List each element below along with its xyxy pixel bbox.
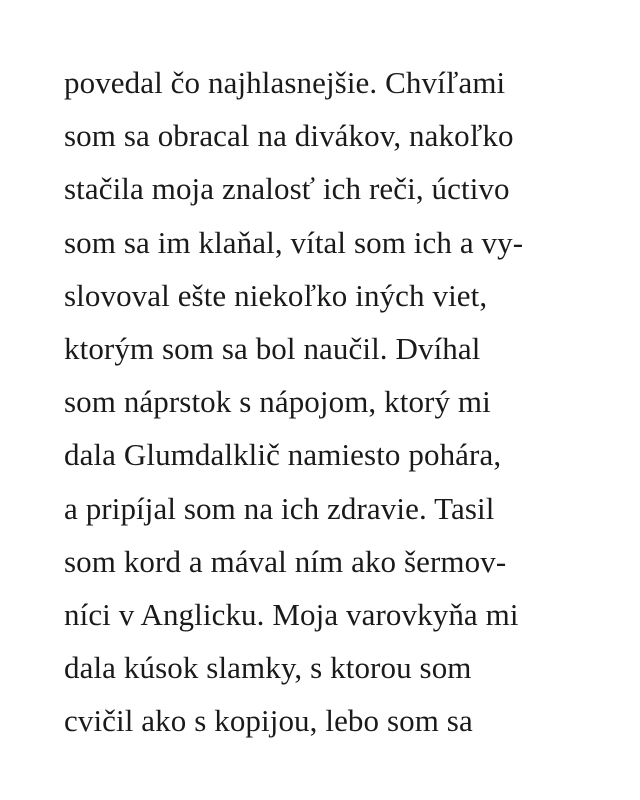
text-line-8: dala Glumdalklič namiesto pohára, <box>64 437 502 473</box>
text-line-2: som sa obracal na divákov, nakoľko <box>64 118 514 154</box>
text-line-6: ktorým som sa bol naučil. Dvíhal <box>64 330 481 366</box>
text-line-12: dala kúsok slamky, s ktorou som <box>64 650 472 686</box>
body-text <box>64 56 584 747</box>
text-line-7: som náprstok s nápojom, ktorý mi <box>64 384 491 420</box>
text-line-9: a pripíjal som na ich zdravie. Tasil <box>64 490 495 526</box>
text-line-4: som sa im klaňal, vítal som ich a vy- <box>64 224 524 260</box>
text-line-11: níci v Anglicku. Moja varovkyňa mi <box>64 596 519 632</box>
text-line-3: stačila moja znalosť ich reči, úctivo <box>64 171 510 207</box>
text-line-13: cvičil ako s kopijou, lebo som sa <box>64 703 473 739</box>
text-line-5: slovoval ešte niekoľko iných viet, <box>64 277 488 313</box>
text-line-10: som kord a mával ním ako šermov- <box>64 543 507 579</box>
text-line-1: povedal čo najhlasnejšie. Chvíľami <box>64 65 506 100</box>
